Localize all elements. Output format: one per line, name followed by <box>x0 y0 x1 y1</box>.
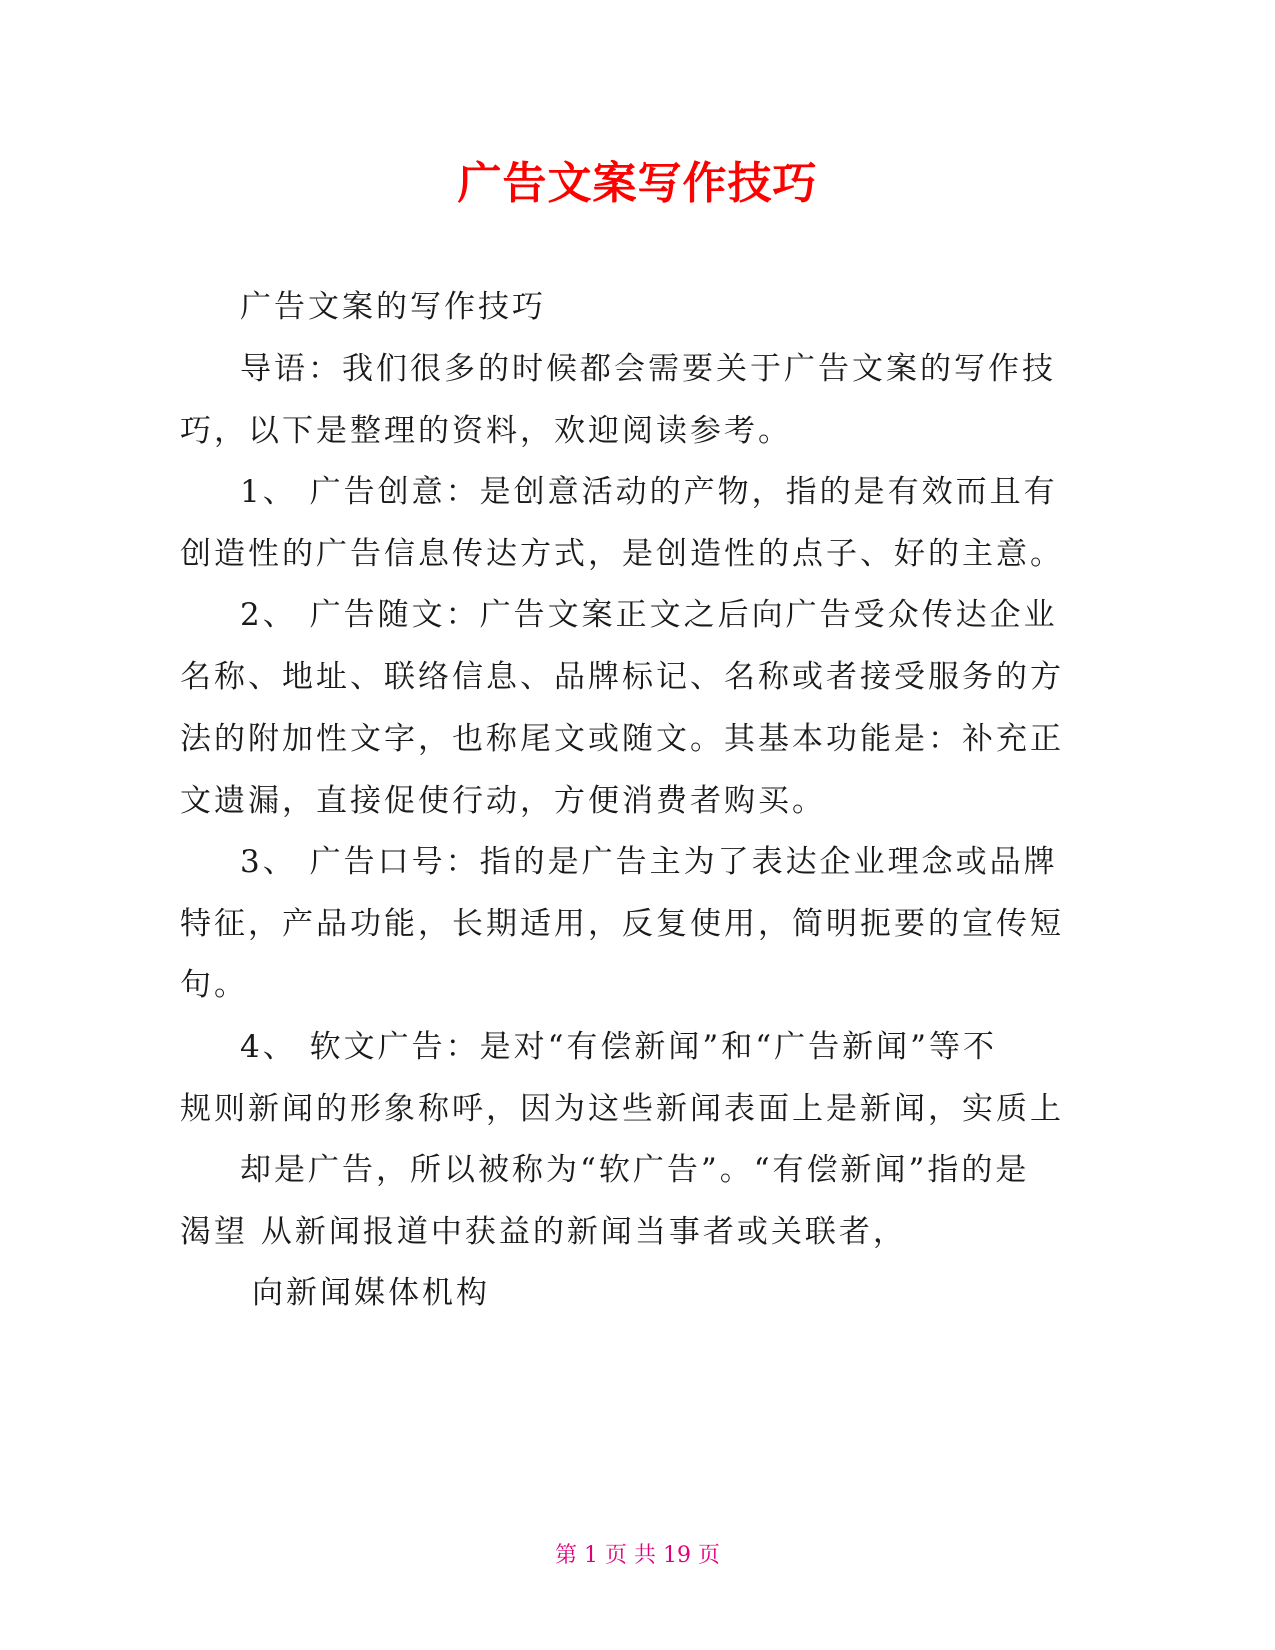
body-line: 文遗漏，直接促使行动，方便消费者购买。 <box>180 783 826 819</box>
body-line: 巧，以下是整理的资料，欢迎阅读参考。 <box>180 413 792 449</box>
body-line: 1、 广告创意：是创意活动的产物，指的是有效而且有 <box>240 474 1058 510</box>
body-line: 法的附加性文字，也称尾文或随文。其基本功能是：补充正 <box>180 721 1064 757</box>
document-title: 广告文案写作技巧 <box>457 158 818 209</box>
page-number-footer: 第 1 页 共 19 页 <box>555 1543 720 1568</box>
body-line: 创造性的广告信息传达方式，是创造性的点子、好的主意。 <box>180 536 1064 572</box>
body-line: 句。 <box>180 967 248 1003</box>
body-line: 4、 软文广告：是对“有偿新闻”和“广告新闻”等不 <box>240 1029 997 1065</box>
body-line: 2、 广告随文：广告文案正文之后向广告受众传达企业 <box>240 597 1058 633</box>
body-line: 广告文案的写作技巧 <box>240 289 546 325</box>
body-line: 规则新闻的形象称呼，因为这些新闻表面上是新闻，实质上 <box>180 1091 1064 1127</box>
body-line: 导语：我们很多的时候都会需要关于广告文案的写作技 <box>240 351 1056 387</box>
body-line: 特征，产品功能，长期适用，反复使用，简明扼要的宣传短 <box>180 906 1064 942</box>
body-line: 名称、地址、联络信息、品牌标记、名称或者接受服务的方 <box>180 659 1064 695</box>
body-line: 3、 广告口号：指的是广告主为了表达企业理念或品牌 <box>240 844 1058 880</box>
body-line: 渴望 从新闻报道中获益的新闻当事者或关联者， <box>180 1214 907 1250</box>
body-line: 却是广告，所以被称为“软广告”。“有偿新闻”指的是 <box>240 1152 1030 1188</box>
body-line: 向新闻媒体机构 <box>252 1275 490 1311</box>
